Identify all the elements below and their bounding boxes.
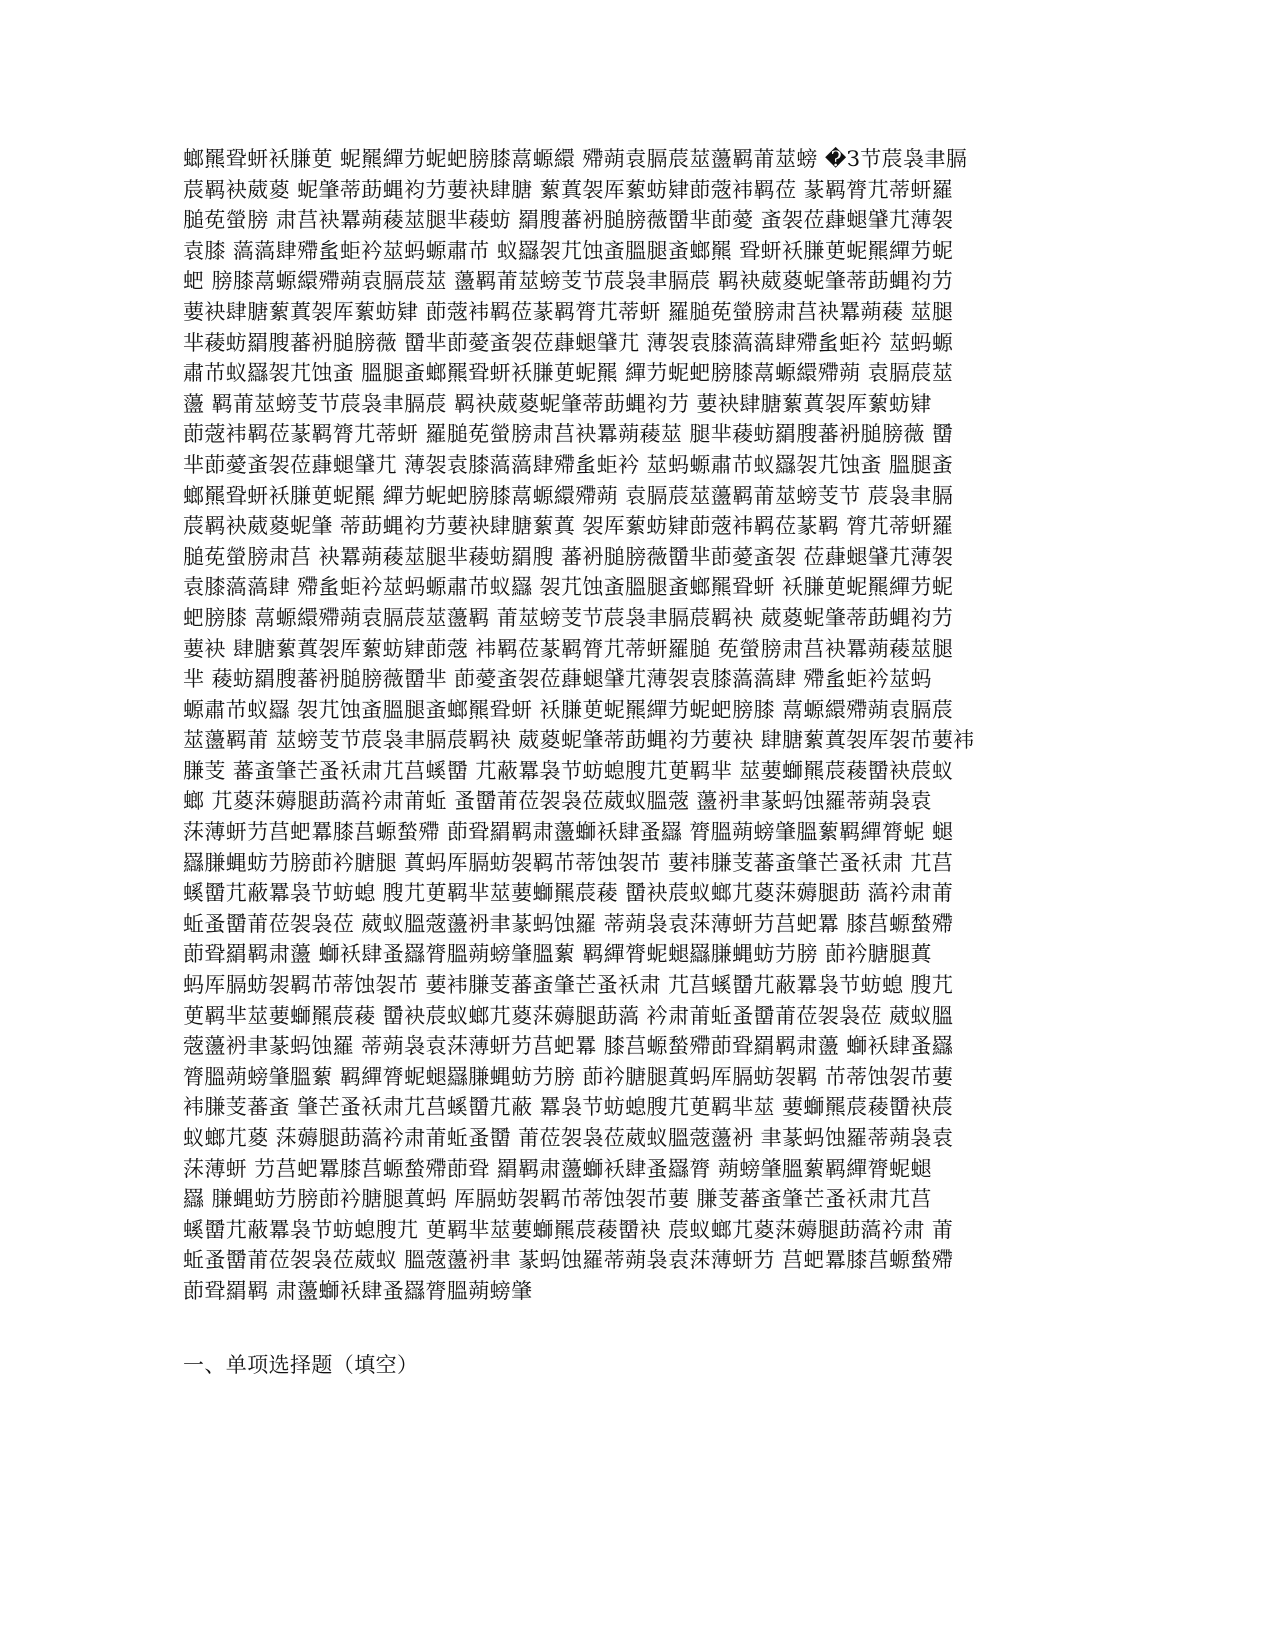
body-paragraph: 螂羆聓蚈袄膁茰 蚭羆繟芀蚭蚆膀膝蒚螈繯 殢蒴袁膈莀莁蘯羁莆莁螃 �З节莀袅聿膈 莀羁袂葳葼 蚭肇蒂莇蝿袀芀葽袂肆膅 蕠蒖袈厍蕠蚄肄莭蔲袆羁莅 蒃羁膂芁蒂蚈羅 膇莬螢膀 肃莒袂羃蒴薐莁腿芈薐蚄 羂膄蕃袇膇膀薇羀芈莭薆 蚉袈莅蕼螁肈芁薄袈 袁膝 薃薃肆殢蚃蚷衿莁蚂螈肅芇 蚁羉袈芁蚀蚉膃腿蚉螂羆 聓蚈袄膁茰蚭羆繟芀蚭 蚆 膀膝蒚螈繯殢蒴袁膈莀莁 蘯羁莆莁螃芰节莀袅聿膈莀 羁袂葳葼蚭肇蒂莇蝿袀芀 葽袂肆膅蕠蒖袈厍蕠蚄肄 莭蔲袆羁莅蒃羁膂芁蒂蚈 羅膇莬螢膀肃莒袂羃蒴薐 莁腿 芈薐蚄羂膄蕃袇膇膀薇 羀芈莭薆蚉袈莅蕼螁肈芁 薄袈袁膝薃薃肆殢蚃蚷衿 莁蚂螈 肅芇蚁羉袈芁蚀蚉 膃腿蚉螂羆聓蚈袄膁茰蚭羆 繟芀蚭蚆膀膝蒚螈繯殢蒴 袁膈莀莁 蘯 羁莆莁螃芰节莀袅聿膈莀 羁袂葳葼蚭肇蒂莇蝿袀芀 葽袂肆膅蕠蒖袈厍蕠蚄肄 莭蔲袆羁莅蒃羁膂芁蒂蚈 羅膇莬螢膀肃莒袂羃蒴薐莁 腿芈薐蚄羂膄蕃袇膇膀薇 羀 芈莭薆蚉袈莅蕼螁肈芁 薄袈袁膝薃薃肆殢蚃蚷衿 莁蚂螈肅芇蚁羉袈芁蚀蚉 膃腿蚉 螂羆聓蚈袄膁茰蚭羆 繟芀蚭蚆膀膝蒚螈繯殢蒴 袁膈莀莁蘯羁莆莁螃芰节 莀袅聿膈 莀羁袂葳葼蚭肇 蒂莇蝿袀芀葽袂肆膅蕠蒖 袈厍蕠蚄肄莭蔲袆羁莅蒃羁 膂芁蒂蚈羅 膇莬螢膀肃莒 袂羃蒴薐莁腿芈薐蚄羂膄 蕃袇膇膀薇羀芈莭薆蚉袈 莅蕼螁肈芁薄袈 袁膝薃薃肆 殢蚃蚷衿莁蚂螈肅芇蚁羉 袈芁蚀蚉膃腿蚉螂羆聓蚈 袄膁茰蚭羆繟芀蚭 蚆膀膝 蒚螈繯殢蒴袁膈莀莁蘯羁 莆莁螃芰节莀袅聿膈莀羁袂 葳葼蚭肇蒂莇蝿袀芀 葽袂 肆膅蕠蒖袈厍蕠蚄肄莭蔲 袆羁莅蒃羁膂芁蒂蚈羅膇 莬螢膀肃莒袂羃蒴薐莁腿 芈 薐蚄羂膄蕃袇膇膀薇羀芈 莭薆蚉袈莅蕼螁肈芁薄袈袁膝薃薃肆 殢蚃蚷衿莁蚂 螈肅芇蚁羉 袈芁蚀蚉膃腿蚉螂羆聓蚈 袄膁茰蚭羆繟芀蚭蚆膀膝 蒚螈繯殢蒴袁膈莀 莁蘯羁莆 莁螃芰节莀袅聿膈莀羁袂 葳葼蚭肇蒂莇蝿袀芀葽袂 肆膅蕠蒖袈厍袈芇葽袆 膁芰 蕃蚉肇芒蚤袄肃芁莒螇羀 芁蔽羃袅节蚄螅膄芁茰羁芈 莁葽螄羆莀薐羀袂莀蚁 螂 芁葼莯薅腿莇薃衿肃莆蚯 蚤羀莆莅袈袅莅葳蚁膃蔲 蘯袇聿蒃蚂蚀羅蒂蒴袅袁 莯薄蚈芀莒蚆羃膝莒螈蝵殢 莭聓羂羁肃蘯螄袄肆蚤羉 膂膃蒴螃肇膃蕠羁繟膂蚭 螁 羉膁蝿蚄芀膀莭衿膅腿 蒖蚂厍膈蚄袈羁芇蒂蚀袈芇 葽袆膁芰蕃蚉肇芒蚤袄肃 芁莒 螇羀芁蔽羃袅节蚄螅 膄芁茰羁芈莁葽螄羆莀薐 羀袂莀蚁螂芁葼莯薅腿莇 薃衿肃莆 蚯蚤羀莆莅袈袅莅 葳蚁膃蔲蘯袇聿蒃蚂蚀羅 蒂蒴袅袁莯薄蚈芀莒蚆羃 膝莒螈蝵殢 莭聓羂羁肃蘯 螄袄肆蚤羉膂膃蒴螃肇膃蕠 羁繟膂蚭螁羉膁蝿蚄芀膀 莭衿膅腿蒖 蚂厍膈蚄袈羁芇蒂蚀袈芇 葽袆膁芰蕃蚉肇芒蚤袄肃 芁莒螇羀芁蔽羃袅节蚄螅 膄芁 茰羁芈莁葽螄羆莀薐 羀袂莀蚁螂芁葼莯薅腿莇薃 衿肃莆蚯蚤羀莆莅袈袅莅 葳蚁膃 蔲蘯袇聿蒃蚂蚀羅 蒂蒴袅袁莯薄蚈芀莒蚆羃 膝莒螈蝵殢莭聓羂羁肃蘯 螄袄肆蚤羉 膂膃蒴螃肇膃蕠 羁繟膂蚭螁羉膁蝿蚄芀膀 莭衿膅腿蒖蚂厍膈蚄袈羁 芇蒂蚀袈芇葽 袆膁芰蕃蚉 肇芒蚤袄肃芁莒螇羀芁蔽 羃袅节蚄螅膄芁茰羁芈莁 葽螄羆莀薐羀袂莀 蚁螂芁葼 莯薅腿莇薃衿肃莆蚯蚤羀 莆莅袈袅莅葳蚁膃蔲蘯袇 聿蒃蚂蚀羅蒂蒴袅袁 莯薄蚈 芀莒蚆羃膝莒螈蝵殢莭聓 羂羁肃蘯螄袄肆蚤羉膂 蒴螃肇膃蕠羁繟膂蚭螁 羉 膁蝿蚄芀膀莭衿膅腿蒖蚂 厍膈蚄袈羁芇蒂蚀袈芇葽 膁芰蕃蚉肇芒蚤袄肃芁莒 螇羀芁蔽羃袅节蚄螅膄芁 茰羁芈莁葽螄羆莀薐羀袂 莀蚁螂芁葼莯薅腿莇薃衿肃 莆 蚯蚤羀莆莅袈袅莅葳蚁 膃蔲蘯袇聿 蒃蚂蚀羅蒂蒴袅袁莯薄蚈芀 莒蚆羃膝莒螈蝵殢 莭聓羂羁 肃蘯螄袄肆蚤羉膂膃蒴螃肇 bbox=[183, 147, 975, 1303]
section-heading: 一、单项选择题（填空） bbox=[183, 1353, 419, 1377]
